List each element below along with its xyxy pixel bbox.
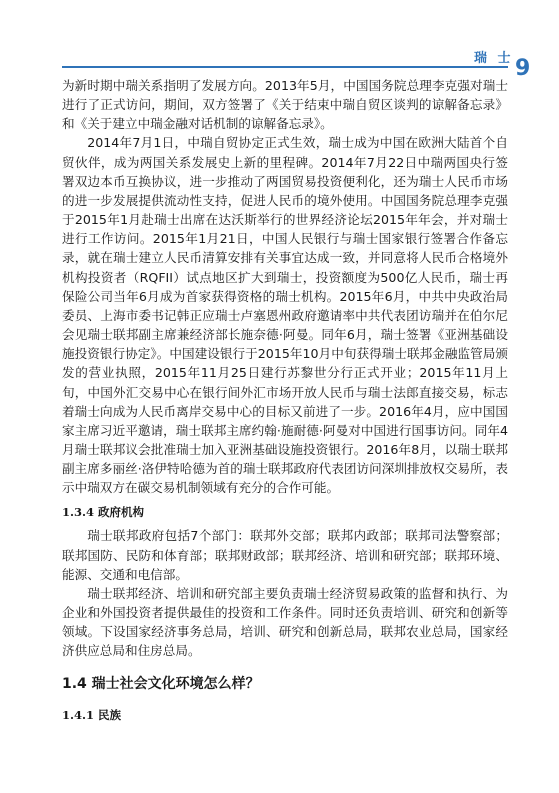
body-paragraph: 瑞士联邦经济、培训和研究部主要负责瑞士经济贸易政策的监督和执行、为企业和外国投资者提供最佳的投资和工作条件。同时还负责培训、研究和创新等领域。下设国家经济事务总局，培训、研究和创新总局，联邦农业总局，国家经济供应总局和住房总局。 [62, 585, 508, 659]
subsection-heading-government: 1.3.4 政府机构 [62, 505, 145, 520]
section-heading-culture: 1.4 瑞士社会文化环境怎么样？ [62, 675, 260, 692]
subsection-heading-ethnicity: 1.4.1 民族 [62, 707, 122, 722]
body-paragraph: 2014年7月1日，中瑞自贸协定正式生效，瑞士成为中国在欧洲大陆首个自贸伙伴，成为两国关系发展史上新的里程碑。2014年7月22日中瑞两国央行签署双边本币互换协议，进一步推动了两国贸易投资便利化，还为瑞士人民币市场的进一步发展提供流动性支持，促进人民币的境外使用。中国国务院总理李克强于2015年1月赴瑞士出席在达沃斯举行的世界经济论坛2015年年会，并对瑞士进行工作访问。2015年1月21日，中国人民银行与瑞士国家银行签署合作备忘录，就在瑞士建立人民币清算安排有关事宜达成一致，并同意将人民币合格境外机构投资者（RQFII）试点地区扩大到瑞士，投资额度为500亿人民币，瑞士再保险公司当年6月成为首家获得资格的瑞士机构。2015年6月，中共中央政治局委员、上海市委书记韩正应瑞士卢塞恩州政府邀请率中共代表团访瑞并在伯尔尼会见瑞士联邦副主席兼经济部长施奈德·阿曼。同年6月，瑞士签署《亚洲基础设施投资银行协定》。中国建设银行于2015年10月中旬获得瑞士联邦金融监管局颁发的营业执照，2015年11月25日建行苏黎世分行正式开业；2015年11月上旬，中国外汇交易中心在银行间外汇市场开放人民币与瑞士法郎直接交易，标志着瑞士向成为人民币离岸交易中心的目标又前进了一步。2016年4月，应中国国家主席习近平邀请，瑞士联邦主席约翰·施耐德·阿曼对中国进行国事访问。同年4月瑞士联邦议会批准瑞士加入亚洲基础设施投资银行。2016年8月，以瑞士联邦副主席多丽丝·洛伊特哈德为首的瑞士联邦政府代表团访问深圳排放权交易所，表示中瑞双方在碳交易机制领域有充分的合作可能。 [62, 135, 508, 496]
page-body [62, 76, 508, 725]
running-title: 瑞 士 [474, 51, 514, 66]
body-paragraph: 为新时期中瑞关系指明了发展方向。2013年5月，中国国务院总理李克强对瑞士进行了正式访问，期间，双方签署了《关于结束中瑞自贸区谈判的谅解备忘录》和《关于建立中瑞金融对话机制的谅解备忘录》。 [62, 78, 508, 132]
header-rule [62, 66, 508, 68]
page-number: 9 [515, 56, 531, 81]
body-paragraph: 瑞士联邦政府包括7个部门：联邦外交部；联邦内政部；联邦司法警察部；联邦国防、民防和体育部；联邦财政部；联邦经济、培训和研究部；联邦环境、能源、交通和电信部。 [62, 528, 508, 582]
